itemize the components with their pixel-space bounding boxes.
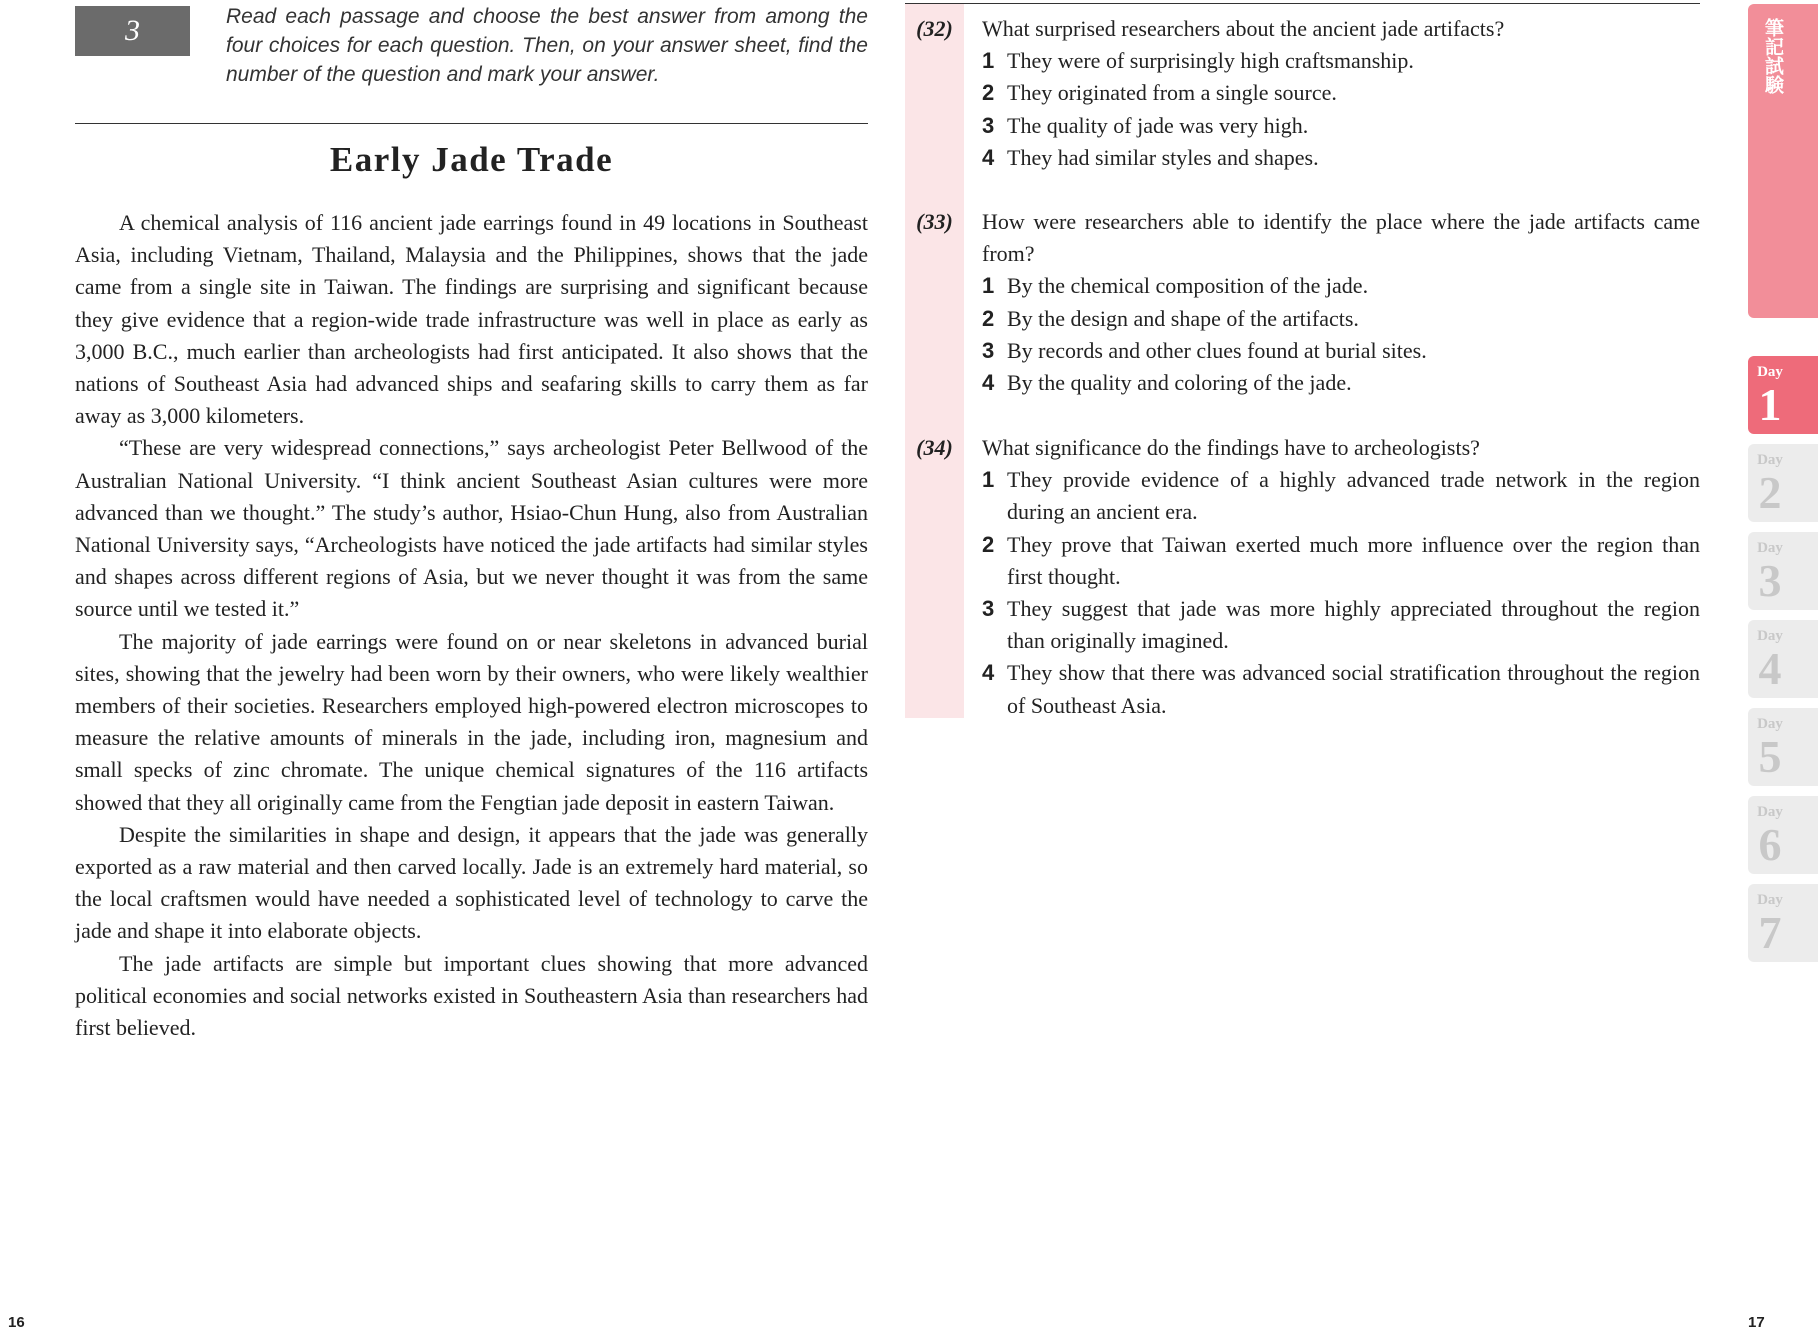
passage-paragraph: “These are very widespread connections,” says archeologist Peter Bellwood of the Australian National University. “I think ancient Southeast Asian cultures were more advanced than we thought.” The study’s author, Hsiao-Chun Hung, also from Australian National University says, “Archeologists have noticed the jade artifacts had similar styles and shapes across different regions of Asia, but we never thought it was from the same source until we tested it.”	[75, 435, 868, 622]
answer-choice[interactable]	[982, 77, 1700, 109]
day-tab-word: Day	[1757, 364, 1783, 380]
choice-text: They suggest that jade was more highly appreciated throughout the region than originally imagined.	[1007, 596, 1700, 654]
question-34	[905, 432, 1700, 722]
passage-paragraph: A chemical analysis of 116 ancient jade earrings found in 49 locations in Southeast Asia, including Vietnam, Thailand, Malaysia and the Philippines, shows that the jade came from a single site in Taiwan. The findings are surprising and significant because they give evidence that a region-wide trade infrastructure was well in place as early as 3,000 B.C., much earlier than archeologists had first anticipated. It also shows that the nations of Southeast Asia had advanced ships and seafaring skills to carry them as far away as 3,000 kilometers.	[75, 210, 868, 429]
choice-text: They provide evidence of a highly advanced trade network in the region during an ancient era.	[1007, 467, 1700, 525]
choice-text: The quality of jade was very high.	[1007, 112, 1309, 138]
choice-text: They originated from a single source.	[1007, 80, 1337, 106]
question-stem: What surprised researchers about the ancient jade artifacts?	[982, 16, 1505, 41]
passage-paragraph: The majority of jade earrings were found on or near skeletons in advanced burial sites, showing that the jewelry had been worn by their owners, who were likely wealthier members of their societies. Researchers employed high-powered electron microscopes to measure the relative amounts of minerals in the jade, including iron, magnesium and small specks of zinc chromate. The unique chemical signatures of the 116 artifacts showed that they all originally came from the Fengtian jade deposit in eastern Taiwan.	[75, 628, 868, 815]
section-number: 3	[125, 14, 140, 47]
choice-number: 1	[982, 48, 995, 74]
answer-choice[interactable]	[982, 657, 1700, 721]
section-number-box	[75, 6, 190, 56]
day-tab-2[interactable]	[1748, 444, 1818, 522]
day-tab-word: Day	[1757, 716, 1783, 732]
choice-text: They were of surprisingly high craftsmanship.	[1007, 48, 1414, 74]
choice-number: 2	[982, 80, 995, 106]
choice-number: 4	[982, 370, 995, 396]
side-tab-written-exam[interactable]	[1748, 4, 1818, 318]
question-label: (32)	[916, 16, 953, 41]
page-number-right: 17	[1748, 1314, 1765, 1331]
question-33	[905, 206, 1700, 399]
choice-text: By the design and shape of the artifacts.	[1007, 305, 1359, 331]
choice-number: 4	[982, 144, 995, 170]
passage-paragraph: The jade artifacts are simple but important clues showing that more advanced political economies and social networks existed in Southeastern Asia than researchers had first believed.	[75, 950, 868, 1041]
choice-text: By records and other clues found at burial sites.	[1007, 337, 1427, 363]
choice-number: 3	[982, 596, 995, 622]
day-tab-7[interactable]	[1748, 884, 1818, 962]
passage-body	[75, 207, 868, 1044]
day-tab-number: 2	[1758, 467, 1782, 518]
questions-top-rule	[905, 3, 1700, 4]
choice-text: By the quality and coloring of the jade.	[1007, 370, 1352, 396]
answer-choice[interactable]	[982, 142, 1700, 174]
day-tab-word: Day	[1757, 452, 1783, 468]
passage-title: Early Jade Trade	[329, 140, 614, 179]
day-tab-1[interactable]	[1748, 356, 1818, 434]
answer-choice[interactable]	[982, 529, 1700, 593]
answer-choice[interactable]	[982, 335, 1700, 367]
choice-number: 1	[982, 467, 995, 493]
day-tab-4[interactable]	[1748, 620, 1818, 698]
choice-text: By the chemical composition of the jade.	[1007, 273, 1369, 299]
choice-number: 2	[982, 531, 995, 557]
question-stem: What significance do the findings have to archeologists?	[982, 435, 1480, 460]
day-tab-number: 1	[1758, 379, 1782, 430]
answer-choice[interactable]	[982, 303, 1700, 335]
day-tab-word: Day	[1757, 540, 1783, 556]
choice-text: They had similar styles and shapes.	[1007, 144, 1319, 170]
question-stem: How were researchers able to identify the place where the jade artifacts came from?	[982, 209, 1700, 267]
day-tab-number: 5	[1758, 731, 1782, 782]
day-tab-3[interactable]	[1748, 532, 1818, 610]
day-tab-number: 7	[1758, 907, 1782, 958]
question-label: (34)	[916, 435, 953, 460]
choice-text: They prove that Taiwan exerted much more influence over the region than first thought.	[1007, 531, 1700, 589]
choice-number: 4	[982, 660, 995, 686]
answer-choice[interactable]	[982, 367, 1700, 399]
side-tab-label: 筆記試験	[1762, 18, 1784, 94]
choice-number: 3	[982, 337, 995, 363]
question-32	[905, 13, 1700, 174]
answer-choice[interactable]	[982, 110, 1700, 142]
answer-choice[interactable]	[982, 464, 1700, 528]
answer-choice[interactable]	[982, 270, 1700, 302]
day-tab-word: Day	[1757, 892, 1783, 908]
day-tab-6[interactable]	[1748, 796, 1818, 874]
choice-number: 2	[982, 305, 995, 331]
answer-choice[interactable]	[982, 593, 1700, 657]
question-label: (33)	[916, 209, 953, 234]
day-tab-5[interactable]	[1748, 708, 1818, 786]
header-divider	[75, 123, 868, 124]
choice-text: They show that there was advanced social stratification throughout the region of Southeast Asia.	[1007, 660, 1700, 718]
choice-number: 1	[982, 273, 995, 299]
day-tab-word: Day	[1757, 628, 1783, 644]
page-number-left: 16	[8, 1314, 25, 1331]
section-instructions: Read each passage and choose the best answer from among the four choices for each question. Then, on your answer sheet, find the number of the question and mark your answer.	[226, 5, 868, 86]
day-tab-number: 6	[1758, 819, 1782, 870]
day-tab-word: Day	[1757, 804, 1783, 820]
passage-paragraph: Despite the similarities in shape and design, it appears that the jade was generally exported as a raw material and then carved locally. Jade is an extremely hard material, so the local craftsmen would have needed a sophisticated level of technology to carve the jade and shape it into elaborate objects.	[75, 821, 868, 944]
answer-choice[interactable]	[982, 45, 1700, 77]
choice-number: 3	[982, 112, 995, 138]
day-tab-number: 4	[1758, 643, 1782, 694]
day-tab-number: 3	[1758, 555, 1782, 606]
